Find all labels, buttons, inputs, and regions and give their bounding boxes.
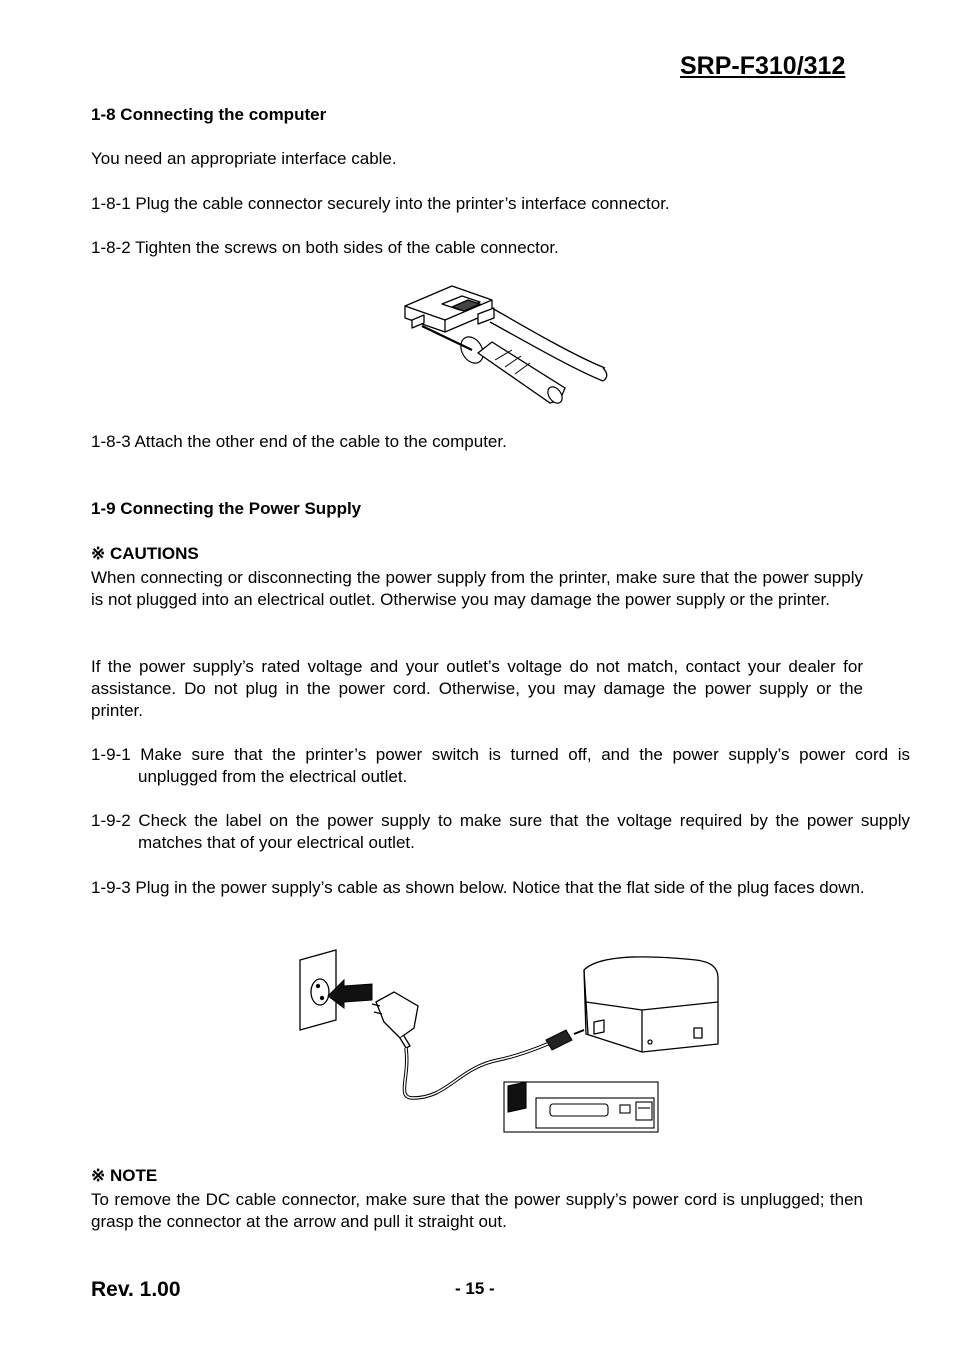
note-label: ※ NOTE xyxy=(91,1166,158,1185)
page-number: - 15 - xyxy=(455,1279,495,1298)
cable-connector-illustration xyxy=(400,278,610,413)
step-1-8-2: 1-8-2 Tighten the screws on both sides of the cable connector. xyxy=(91,238,559,257)
step-1-9-2: 1-9-2 Check the label on the power supply to make sure that the voltage required by the power supply matches that of your electrical outlet. xyxy=(91,811,910,852)
power-plug xyxy=(372,992,418,1048)
wall-outlet xyxy=(300,950,336,1030)
caution-paragraph-1: When connecting or disconnecting the power supply from the printer, make sure that the power supply is not plugged into an electrical outlet. Otherwise you may damage the power supply or the printer. xyxy=(91,568,863,609)
cautions-label: ※ CAUTIONS xyxy=(91,544,199,563)
revision-label: Rev. 1.00 xyxy=(91,1278,181,1301)
step-1-9-1: 1-9-1 Make sure that the printer’s power switch is turned off, and the power supply’s power cord is unplugged from the electrical outlet. xyxy=(91,745,910,786)
step-1-8-3: 1-8-3 Attach the other end of the cable to the computer. xyxy=(91,432,507,451)
model-title: SRP-F310/312 xyxy=(680,52,846,80)
rear-panel-inset xyxy=(504,1082,658,1132)
paragraph-interface-cable: You need an appropriate interface cable. xyxy=(91,149,397,168)
step-1-8-1: 1-8-1 Plug the cable connector securely into the printer’s interface connector. xyxy=(91,194,670,213)
section-heading-power-supply: 1-9 Connecting the Power Supply xyxy=(91,499,362,518)
caution-paragraph-2: If the power supply’s rated voltage and your outlet’s voltage do not match, contact your dealer for assistance. Do not plug in the power cord. Otherwise, you may damage the power supply or the printer. xyxy=(91,657,863,720)
section-heading-connecting-computer: 1-8 Connecting the computer xyxy=(91,105,327,124)
step-1-9-3: 1-9-3 Plug in the power supply’s cable as shown below. Notice that the flat side of the plug faces down. xyxy=(91,878,865,897)
note-paragraph: To remove the DC cable connector, make sure that the power supply’s power cord is unplugged; then grasp the connector at the arrow and pull it straight out. xyxy=(91,1190,863,1231)
power-connection-illustration xyxy=(298,948,723,1136)
printer xyxy=(584,957,718,1052)
